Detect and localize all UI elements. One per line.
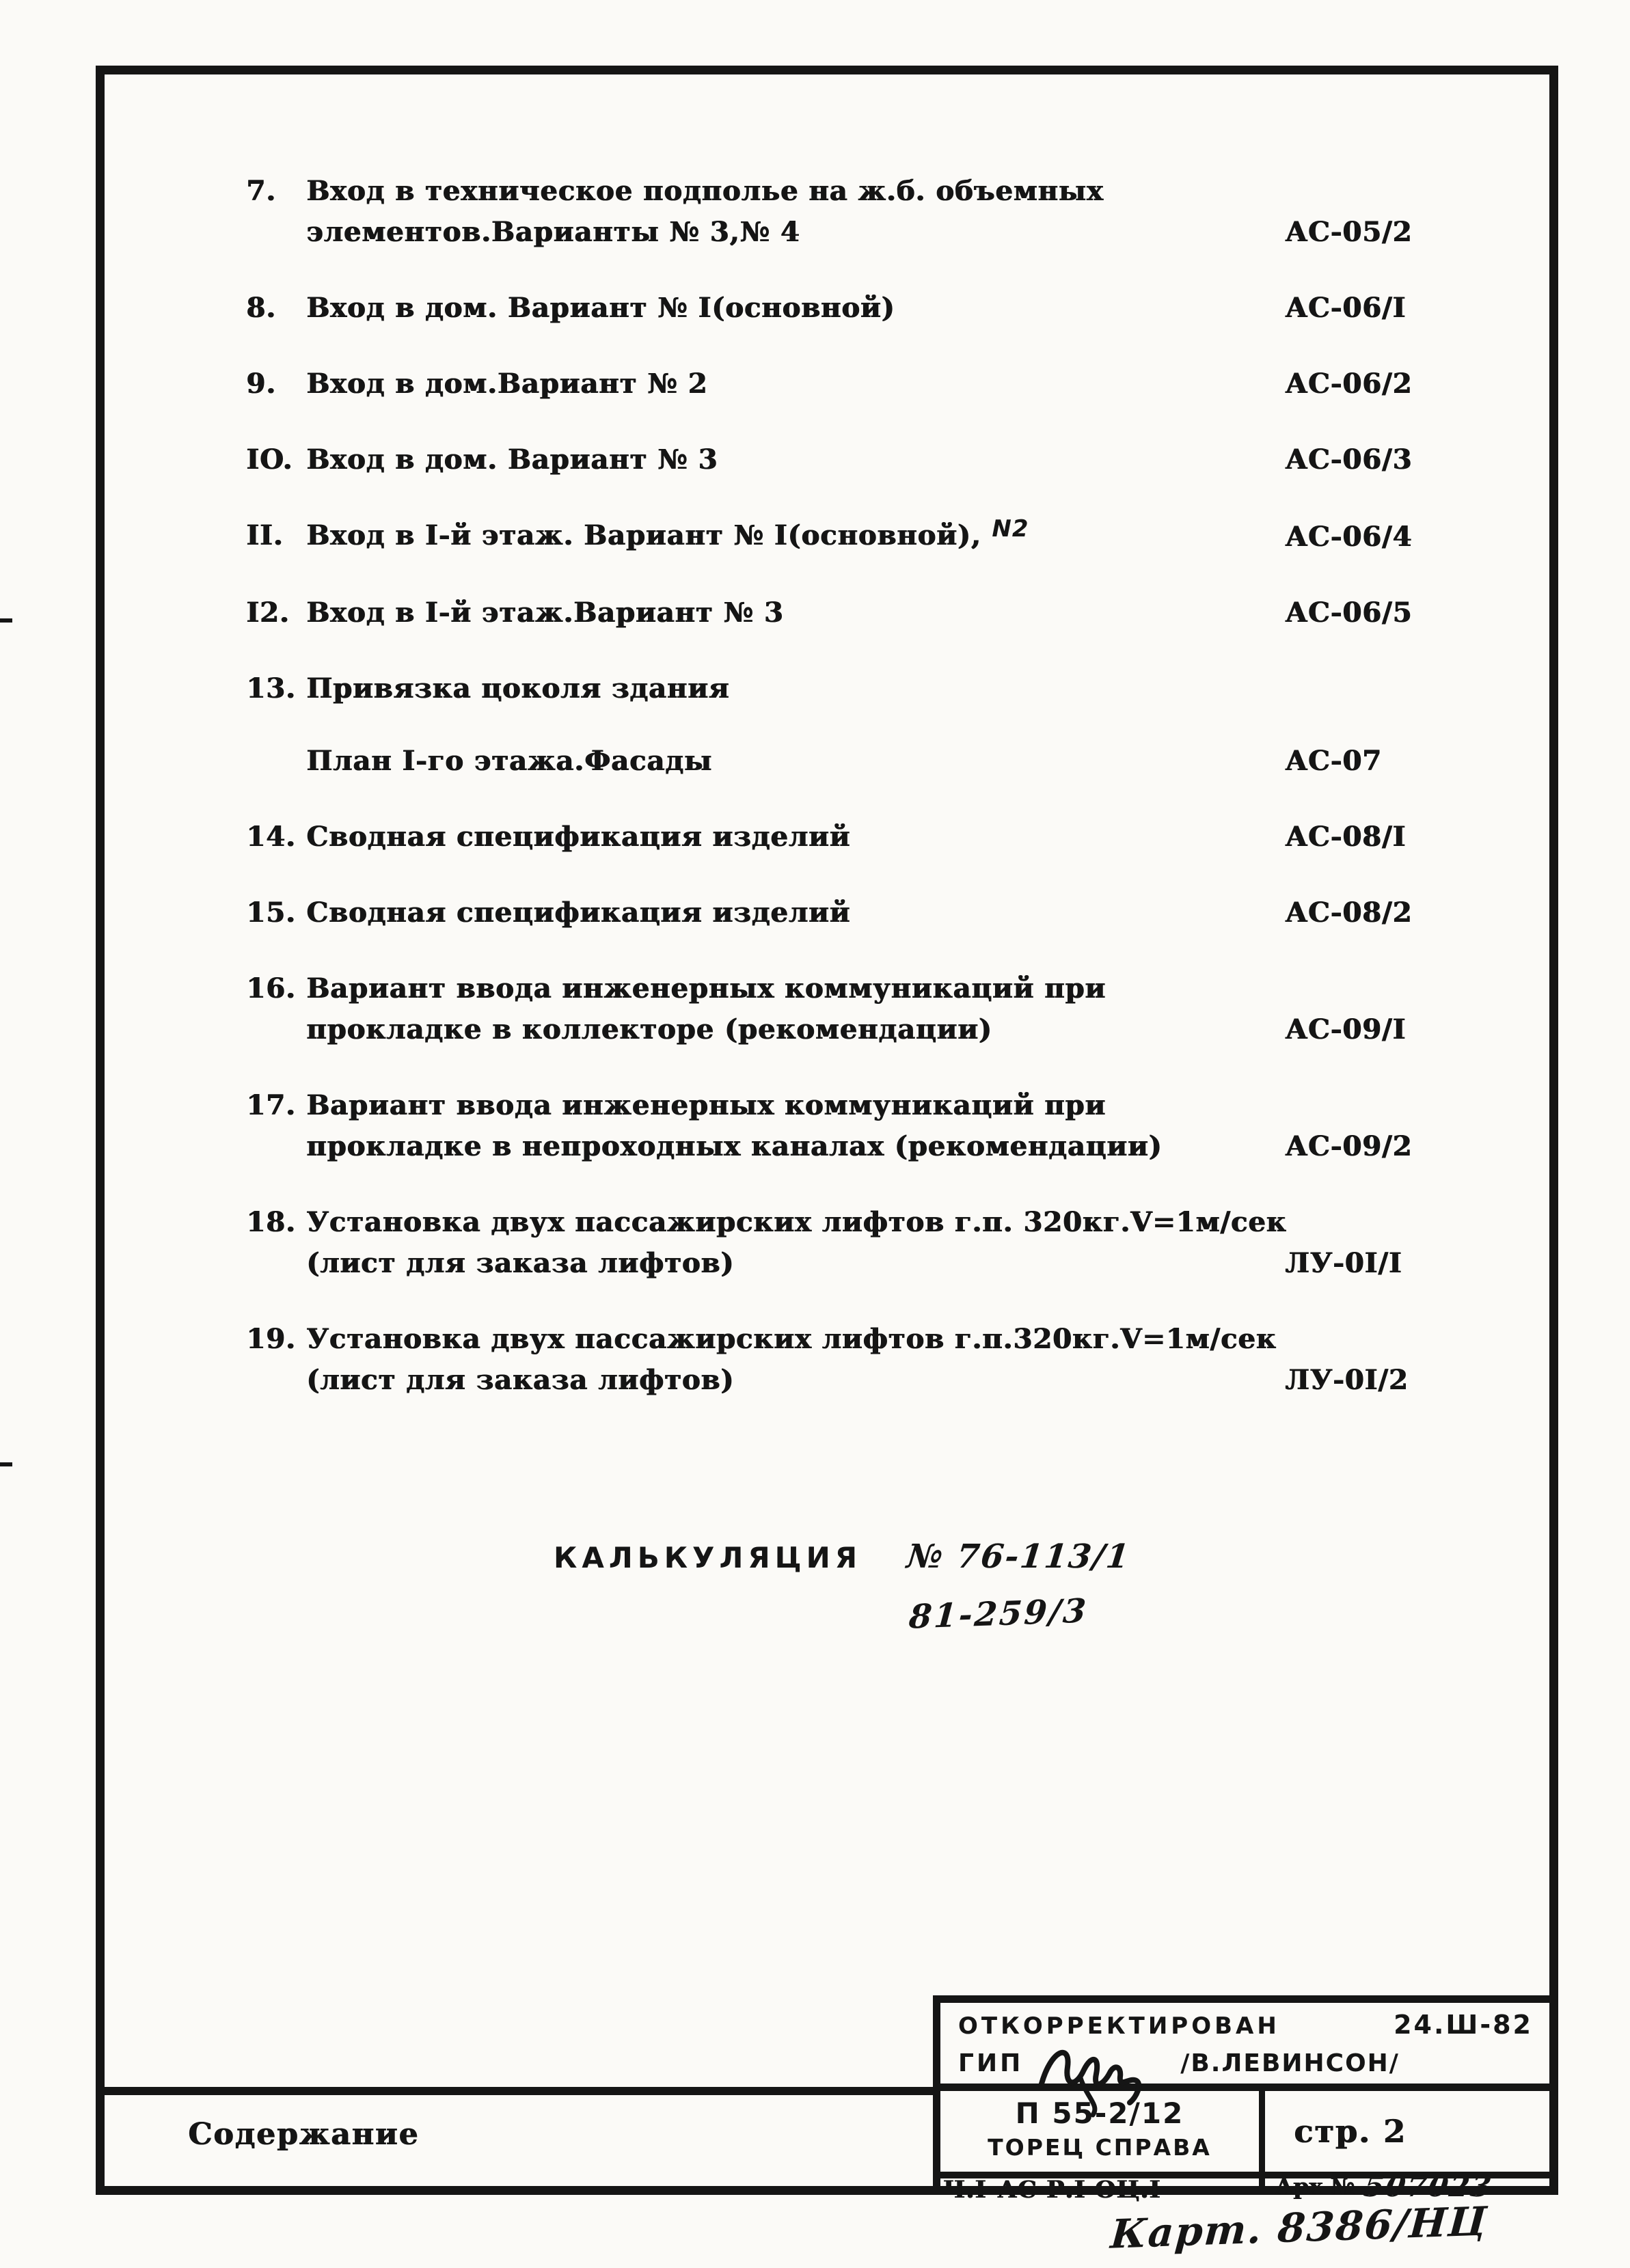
toc-item-text	[306, 817, 1281, 858]
toc-item	[246, 592, 1473, 633]
toc-item-text	[306, 1319, 1281, 1401]
orientation-note: ТОРЕЦ СПРАВА	[988, 2134, 1212, 2161]
gip-label: ГИП	[958, 2049, 1024, 2077]
toc-item-text-line: прокладке в коллекторе (рекомендации)	[306, 1013, 992, 1046]
toc-item-number: 9.	[246, 368, 276, 400]
gip-name: /В.ЛЕВИНСОН/	[1180, 2049, 1400, 2077]
toc-item-text	[306, 592, 1281, 633]
toc-item	[246, 968, 1473, 1050]
calculation-line-1	[554, 1538, 1169, 1576]
toc-item-text-line: Вариант ввода инженерных коммуникаций при	[306, 1089, 1106, 1121]
title-block-middle-row	[933, 2091, 1558, 2172]
footer-divider-line	[105, 2087, 933, 2095]
title-block-bottom-row	[933, 2170, 1558, 2204]
toc-item-number: 17.	[246, 1089, 296, 1121]
toc-item	[246, 892, 1473, 933]
toc-item	[246, 1202, 1473, 1284]
title-block-correction-box	[933, 1995, 1558, 2091]
toc-item-text-line: Вход в дом. Вариант № 3	[306, 443, 718, 476]
toc-item-number: IO.	[246, 443, 293, 476]
toc-item	[246, 668, 1473, 782]
toc-item	[246, 364, 1473, 405]
toc-item-number: 13.	[246, 672, 296, 705]
toc-item-text	[306, 968, 1281, 1050]
corrected-date: 24.Ш-82	[1394, 2010, 1533, 2040]
toc-item-text-line: Установка двух пассажирских лифтов г.п. 320кг.V=1м/сек	[306, 1206, 1287, 1238]
archive-number: 507023	[1361, 2170, 1495, 2203]
toc-item-code: АС-06/3	[1285, 443, 1413, 476]
toc-list	[246, 171, 1473, 1436]
left-edge-tick	[0, 1462, 12, 1466]
toc-item-text-line: элементов.Варианты № 3,№ 4	[306, 216, 800, 248]
page-title: Содержание	[188, 2117, 420, 2152]
toc-item-code: АС-07	[1285, 745, 1382, 777]
toc-item-text-line: Вход в I-й этаж.Вариант № 3	[306, 597, 784, 629]
toc-item-number: 19.	[246, 1323, 296, 1355]
toc-item-number: 7.	[246, 175, 276, 207]
toc-item-text	[306, 892, 1281, 933]
toc-item-text-line: (лист для заказа лифтов)	[306, 1364, 734, 1396]
toc-item-number: II.	[246, 519, 284, 551]
toc-item-code: ЛУ-0I/I	[1285, 1247, 1402, 1279]
calculation-note	[554, 1538, 1169, 1637]
toc-item-code: АС-06/2	[1285, 368, 1413, 400]
toc-item-text	[306, 515, 1281, 558]
signature-icon	[1033, 2037, 1176, 2122]
toc-item-number: 16.	[246, 972, 296, 1005]
toc-item-text-line: Вход в техническое подполье на ж.б. объемных	[306, 175, 1104, 207]
toc-item-text-line: План I-го этажа.Фасады	[306, 745, 712, 777]
calculation-number-1: № 76-113/1	[905, 1538, 1132, 1576]
toc-item	[246, 515, 1473, 558]
toc-item-code: АС-06/I	[1285, 292, 1406, 324]
left-edge-tick	[0, 618, 12, 623]
calculation-number-2: 81-259/3	[908, 1591, 1089, 1637]
toc-item-text-line: (лист для заказа лифтов)	[306, 1247, 734, 1279]
toc-item-number: 14.	[246, 821, 296, 853]
toc-item	[246, 817, 1473, 858]
toc-item-text-line: Установка двух пассажирских лифтов г.п.320кг.V=1м/сек	[306, 1323, 1277, 1355]
toc-item-text-line: Привязка цоколя здания	[306, 672, 730, 705]
toc-item-code: ЛУ-0I/2	[1285, 1364, 1409, 1396]
toc-item-code: АС-09/2	[1285, 1130, 1413, 1162]
toc-item	[246, 288, 1473, 329]
toc-item-text	[306, 439, 1281, 480]
toc-item-text-line: Вход в дом.Вариант № 2	[306, 368, 708, 400]
archive-cell	[1265, 2170, 1551, 2203]
title-block	[933, 1995, 1558, 2204]
toc-item-number: 8.	[246, 292, 276, 324]
toc-item-code: АС-06/5	[1285, 597, 1413, 629]
toc-item-number: 18.	[246, 1206, 296, 1238]
toc-item-text-line: Сводная спецификация изделий	[306, 821, 851, 853]
doc-code: Ч.I-АС Р.I ОЦ.I	[940, 2178, 1265, 2195]
toc-item-code: АС-05/2	[1285, 216, 1413, 248]
corrected-label: ОТКОРРЕКТИРОВАН	[958, 2012, 1280, 2040]
page-number-cell	[1265, 2091, 1551, 2172]
toc-item-code: АС-08/2	[1285, 897, 1413, 929]
correction-row	[958, 2010, 1533, 2040]
toc-item	[246, 1319, 1473, 1401]
card-catalog-note: Карт. 8386/НЦ	[1109, 2198, 1490, 2258]
toc-item-code: АС-06/4	[1285, 521, 1413, 553]
toc-item	[246, 1085, 1473, 1167]
toc-item-text	[306, 1085, 1281, 1167]
toc-item-text	[306, 288, 1281, 329]
toc-item-text-line: Вход в I-й этаж. Вариант № I(основной), $^{N2}$	[306, 515, 1029, 551]
calculation-label: КАЛЬКУЛЯЦИЯ	[554, 1541, 862, 1574]
toc-item-text-line: Сводная спецификация изделий	[306, 897, 851, 929]
toc-item	[246, 171, 1473, 253]
toc-item	[246, 439, 1473, 480]
toc-item-text	[306, 364, 1281, 405]
handwritten-suffix: N2	[992, 515, 1029, 543]
toc-item-text	[306, 171, 1281, 253]
series-code: П 55-2/12	[1015, 2096, 1184, 2130]
page-number: стр. 2	[1294, 2113, 1407, 2150]
toc-item-number: I2.	[246, 597, 290, 629]
toc-item-text-line: Вариант ввода инженерных коммуникаций при	[306, 972, 1106, 1005]
archive-label: Арх №	[1275, 2173, 1355, 2200]
toc-item-text-line: прокладке в непроходных каналах (рекомендации)	[306, 1130, 1163, 1162]
toc-item-text-line: Вход в дом. Вариант № I(основной)	[306, 292, 895, 324]
gip-row	[958, 2041, 1533, 2094]
toc-item-text	[306, 668, 1281, 782]
toc-item-number: 15.	[246, 897, 296, 929]
toc-item-code: АС-08/I	[1285, 821, 1406, 853]
toc-item-code: АС-09/I	[1285, 1013, 1406, 1046]
toc-item-text	[306, 1202, 1287, 1284]
